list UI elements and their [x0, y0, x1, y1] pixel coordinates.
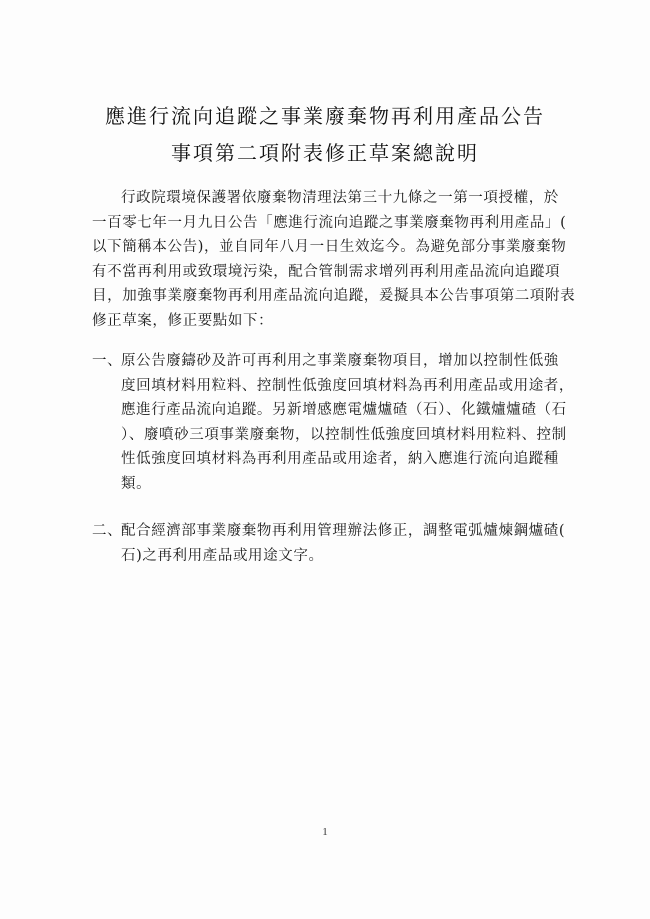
- document-title: 應進行流向追蹤之事業廢棄物再利用產品公告: [105, 104, 545, 128]
- amendment-point-1: [92, 349, 574, 496]
- amendment-line: 原公告廢鑄砂及許可再利用之事業廢棄物項目，增加以控制性低強: [121, 353, 559, 369]
- amendment-line: 類。: [121, 475, 152, 492]
- amendment-line: 度回填材料用粒料、控制性低強度回填材料為再利用產品或用途者，: [121, 377, 574, 394]
- intro-line: 以下簡稱本公告)，並自同年八月一日生效迄今。為避免部分事業廢棄物: [92, 239, 567, 255]
- amendment-point-text: [121, 349, 574, 496]
- intro-line: 修正草案，修正要點如下：: [92, 312, 274, 329]
- page-number: 1: [322, 826, 328, 838]
- intro-paragraph: [92, 186, 576, 333]
- amendment-line: 應進行產品流向追蹤。另新增感應電爐爐碴（石）、化鐵爐爐碴（石: [121, 402, 567, 418]
- amendment-line: 石)之再利用產品或用途文字。: [121, 547, 324, 564]
- intro-line: 行政院環境保護署依廢棄物清理法第三十九條之一第一項授權，於: [121, 190, 559, 206]
- amendment-line: 配合經濟部事業廢棄物再利用管理辦法修正，調整電弧爐煉鋼爐碴(: [121, 523, 566, 539]
- intro-line: 有不當再利用或致環境污染，配合管制需求增列再利用產品流向追蹤項: [92, 263, 561, 280]
- intro-line: 目，加強事業廢棄物再利用產品流向追蹤，爰擬具本公告事項第二項附表: [92, 288, 576, 304]
- amendment-point-text: [121, 519, 570, 568]
- amendment-line: ）、廢噴砂三項事業廢棄物，以控制性低強度回填材料用粒料、控制: [121, 426, 567, 443]
- list-marker: 二、: [92, 523, 123, 539]
- amendment-point-2: [92, 519, 570, 568]
- amendment-line: 性低強度回填材料為再利用產品或用途者，納入應進行流向追蹤種: [121, 451, 559, 467]
- document-subtitle: 事項第二項附表修正草案總說明: [171, 141, 479, 165]
- list-marker: 一、: [92, 353, 123, 369]
- intro-line: 一百零七年一月九日公告「應進行流向追蹤之事業廢棄物再利用產品」(: [92, 214, 567, 231]
